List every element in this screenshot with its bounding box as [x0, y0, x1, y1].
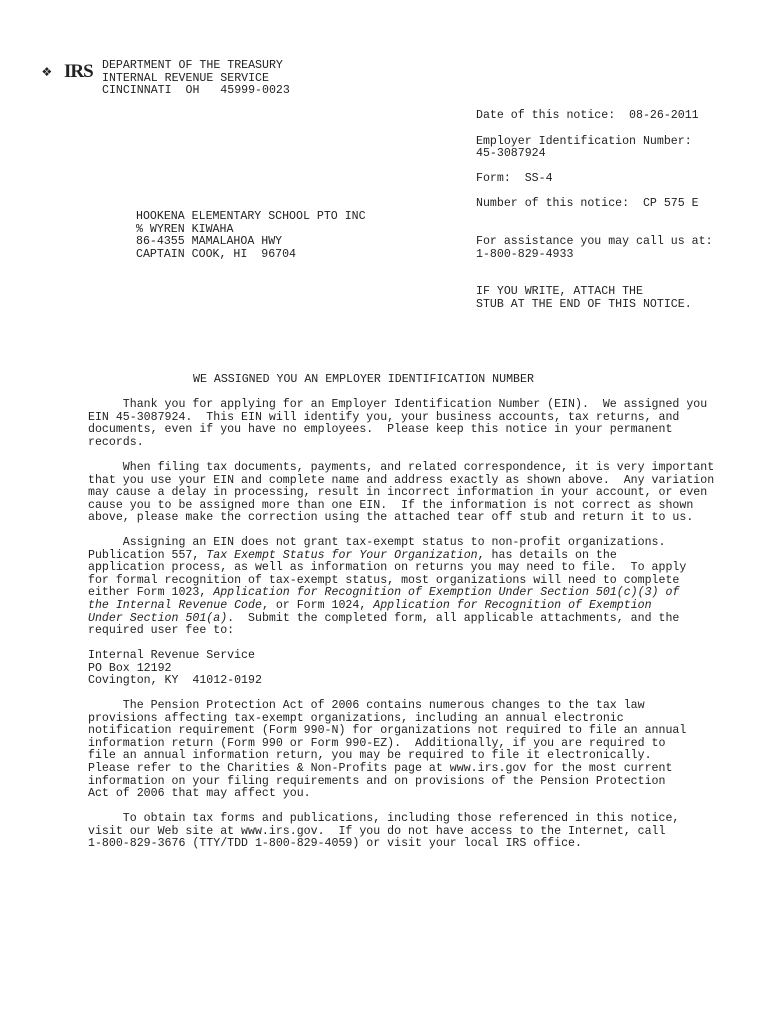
- paragraph-4-line: file an annual information return, you may be required to file it electronically.: [88, 749, 652, 763]
- paragraph-2-line: that you use your EIN and complete name and address exactly as shown above. Any variation: [88, 473, 715, 487]
- form-title: Application for Recognition of Exemption: [373, 599, 652, 612]
- text: . Submit the completed form, all applicable attachments, and the: [227, 611, 680, 625]
- paragraph-4-line: information on your filing requirements and on provisions of the Pension Protection: [88, 774, 666, 788]
- paragraph-4-line: Please refer to the Charities & Non-Profits page at www.irs.gov for the most current: [88, 762, 673, 775]
- paragraph-3-line: for formal recognition of tax-exempt status, most organizations will need to complete: [88, 573, 680, 587]
- paragraph-2-line: cause you to be assigned more than one EIN. If the information is not correct as shown: [88, 498, 694, 512]
- assistance-phone: 1-800-829-4933: [476, 247, 574, 261]
- irs-logo-text: IRS: [64, 61, 93, 82]
- ein-label: Employer Identification Number:: [476, 134, 692, 148]
- addressee-line-4: CAPTAIN COOK, HI 96704: [136, 247, 297, 261]
- mail-address-line: Internal Revenue Service: [88, 649, 255, 662]
- paragraph-2-line: When filing tax documents, payments, and related correspondence, it is very important: [88, 461, 715, 474]
- mail-address-line: Covington, KY 41012-0192: [88, 674, 262, 688]
- write-instruction-1: IF YOU WRITE, ATTACH THE: [476, 285, 643, 298]
- form-title: Under Section 501(a): [88, 611, 228, 625]
- paragraph-5-line: visit our Web site at www.irs.gov. If you do not have access to the Internet, call: [88, 824, 666, 838]
- addressee-line-1: HOOKENA ELEMENTARY SCHOOL PTO INC: [136, 210, 366, 223]
- paragraph-4-line: The Pension Protection Act of 2006 contains numerous changes to the tax law: [88, 699, 645, 712]
- paragraph-3-line: Assigning an EIN does not grant tax-exempt status to non-profit organizations.: [88, 536, 666, 549]
- ein-value: 45-3087924: [476, 147, 546, 160]
- form-line: Form: SS-4: [476, 172, 553, 185]
- write-instruction-2: STUB AT THE END OF THIS NOTICE.: [476, 297, 692, 311]
- publication-title: Tax Exempt Status for Your Organization: [206, 548, 478, 562]
- eagle-icon: ❖: [42, 63, 52, 81]
- form-title: the Internal Revenue Code: [88, 599, 262, 612]
- text: either Form 1023,: [88, 586, 214, 600]
- mail-address-line: PO Box 12192: [88, 661, 172, 675]
- paragraph-2-line: may cause a delay in processing, result in incorrect information in your account, or even: [88, 486, 708, 500]
- assistance-label: For assistance you may call us at:: [476, 235, 713, 248]
- notice-date: Date of this notice: 08-26-2011: [476, 109, 699, 122]
- agency-line-2: INTERNAL REVENUE SERVICE: [102, 71, 269, 85]
- paragraph-1-line: EIN 45-3087924. This EIN will identify you, your business accounts, tax returns, and: [88, 410, 680, 424]
- paragraph-4-line: information return (Form 990 or Form 990-EZ). Additionally, if you are required to: [88, 736, 666, 750]
- paragraph-3-line: application process, as well as information on returns you may need to file. To apply: [88, 561, 687, 575]
- irs-logo: [42, 61, 104, 83]
- paragraph-5-line: To obtain tax forms and publications, including those referenced in this notice,: [88, 812, 680, 825]
- paragraph-1-line: documents, even if you have no employees. Please keep this notice in your permanent: [88, 423, 673, 437]
- paragraph-3-line: required user fee to:: [88, 624, 235, 638]
- addressee-line-3: 86-4355 MAMALAHOA HWY: [136, 235, 283, 249]
- paragraph-1-line: records.: [88, 435, 144, 449]
- notice-number: Number of this notice: CP 575 E: [476, 197, 699, 210]
- text: , or Form 1024,: [261, 599, 374, 612]
- agency-line-1: DEPARTMENT OF THE TREASURY: [102, 59, 283, 72]
- paragraph-5-line: 1-800-829-3676 (TTY/TDD 1-800-829-4059) or visit your local IRS office.: [88, 837, 582, 851]
- addressee-line-2: % WYREN KIWAHA: [136, 222, 234, 236]
- notice-title: WE ASSIGNED YOU AN EMPLOYER IDENTIFICATION NUMBER: [193, 373, 534, 386]
- form-title: Application for Recognition of Exemption Under Section 501(c)(3) of: [213, 586, 680, 600]
- paragraph-4-line: notification requirement (Form 990-N) for organizations not required to file an annual: [88, 724, 687, 738]
- agency-line-3: CINCINNATI OH 45999-0023: [102, 84, 290, 98]
- paragraph-4-line: provisions affecting tax-exempt organizations, including an annual electronic: [88, 711, 624, 725]
- paragraph-2-line: above, please make the correction using the attached tear off stub and return it to us.: [88, 511, 694, 525]
- paragraph-4-line: Act of 2006 that may affect you.: [88, 787, 311, 801]
- text: Publication 557,: [88, 548, 207, 562]
- text: , has details on the: [477, 548, 617, 562]
- paragraph-1-line: Thank you for applying for an Employer Identification Number (EIN). We assigned you: [88, 398, 708, 411]
